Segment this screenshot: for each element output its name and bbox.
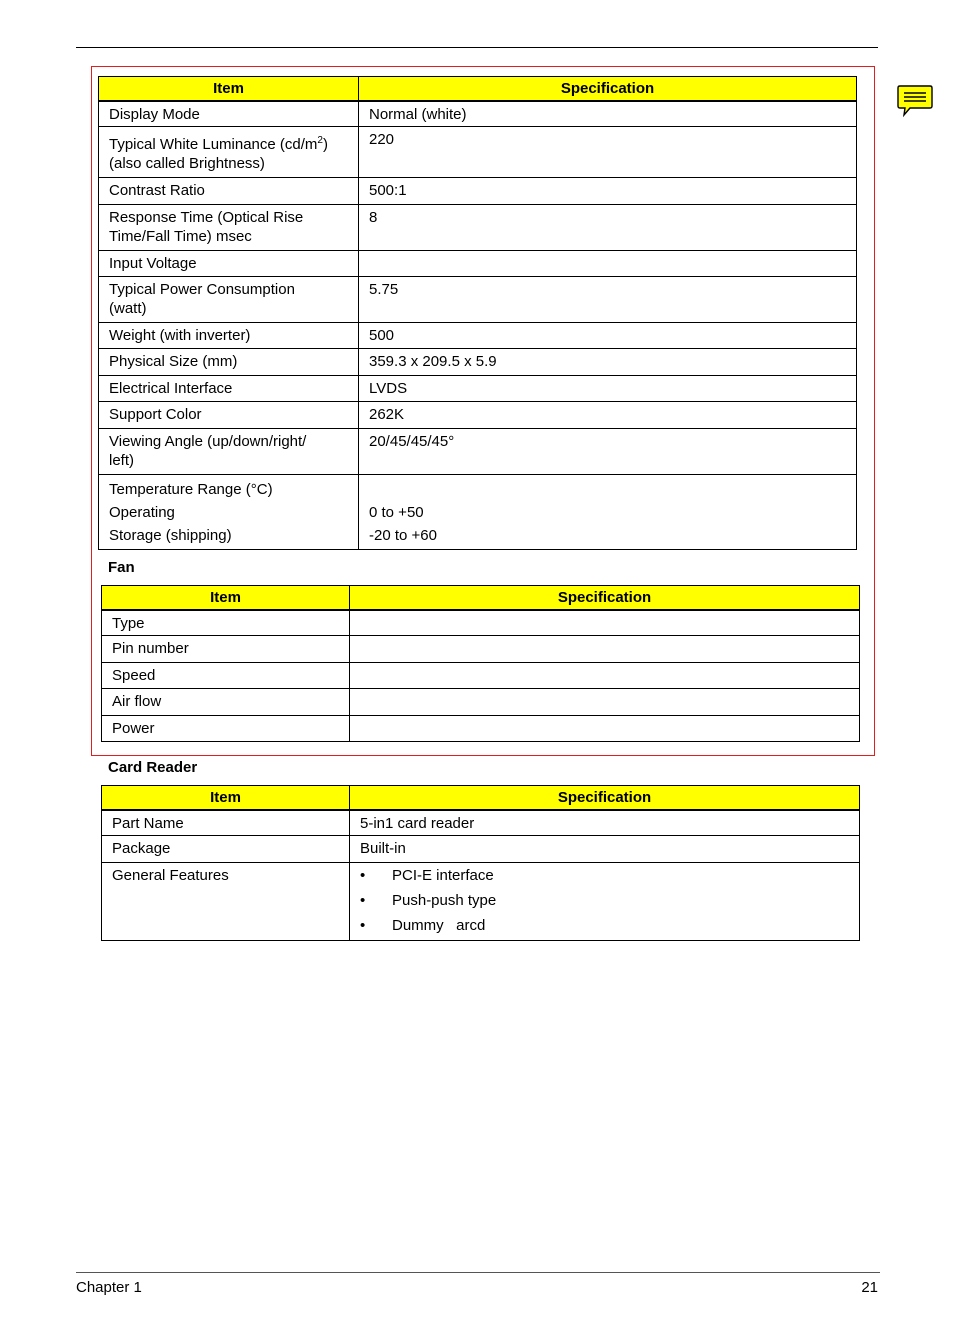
header-specification: Specification (350, 586, 860, 610)
table-row (99, 402, 857, 429)
spec-cell: 220 (359, 127, 857, 178)
item-cell: Package (102, 836, 350, 863)
table-row (102, 836, 860, 863)
table-row (102, 689, 860, 716)
spec-cell (350, 716, 860, 742)
item-text: Viewing Angle (up/down/right/ (109, 433, 307, 450)
item-text-line2: (watt) (109, 300, 147, 317)
item-cell: Input Voltage (99, 251, 359, 277)
spec-cell: 359.3 x 209.5 x 5.9 (359, 349, 857, 376)
item-cell (99, 277, 359, 323)
spec-cell: 8 (359, 205, 857, 251)
spec-text-line3: -20 to +60 (369, 527, 437, 544)
card-reader-section-title: Card Reader (108, 759, 198, 776)
bullet: • (360, 892, 366, 909)
item-cell (99, 127, 359, 178)
table-row (99, 127, 857, 178)
item-cell (99, 429, 359, 475)
comment-icon[interactable] (896, 84, 934, 118)
list-item (360, 888, 849, 913)
item-text: Response Time (Optical Rise (109, 209, 304, 226)
spec-cell (350, 610, 860, 636)
table-header-row (102, 586, 860, 610)
header-item: Item (102, 586, 350, 610)
fan-spec-table (101, 585, 860, 742)
item-text: Typical White Luminance (cd/m (109, 136, 318, 153)
fan-section-title: Fan (108, 559, 135, 576)
spec-cell: 20/45/45/45° (359, 429, 857, 475)
spec-cell: 5-in1 card reader (350, 810, 860, 836)
spec-cell: Built-in (350, 836, 860, 863)
header-item: Item (102, 786, 350, 810)
item-cell (99, 205, 359, 251)
item-cell (99, 475, 359, 550)
table-row (102, 716, 860, 742)
features-list (360, 863, 849, 938)
spec-cell: 5.75 (359, 277, 857, 323)
item-cell: Pin number (102, 636, 350, 663)
table-row (99, 376, 857, 402)
item-cell: Weight (with inverter) (99, 323, 359, 349)
list-item (360, 913, 849, 938)
item-cell: Air flow (102, 689, 350, 716)
superscript: 2 (317, 135, 323, 146)
lcd-spec-table (98, 76, 857, 550)
item-cell: General Features (102, 863, 350, 941)
item-cell: Electrical Interface (99, 376, 359, 402)
footer-chapter: Chapter 1 (76, 1279, 142, 1296)
footer-page-number: 21 (861, 1279, 878, 1296)
feature-text: Push-push type (392, 892, 497, 909)
spec-cell: Normal (white) (359, 101, 857, 127)
table-header-row (102, 786, 860, 810)
item-text-line2: Time/Fall Time) msec (109, 228, 252, 245)
spec-cell (359, 251, 857, 277)
spec-cell: LVDS (359, 376, 857, 402)
item-cell: Power (102, 716, 350, 742)
list-item (360, 863, 849, 888)
table-row (102, 610, 860, 636)
feature-text: PCI-E interface (392, 867, 494, 884)
bullet: • (360, 917, 366, 934)
table-row (99, 178, 857, 205)
item-text-line3: Storage (shipping) (109, 527, 232, 544)
spec-cell (350, 663, 860, 689)
spec-cell (350, 863, 860, 941)
bullet: • (360, 867, 366, 884)
spec-text-line2: 0 to +50 (369, 504, 424, 521)
item-text: Temperature Range (°C) (109, 481, 273, 498)
header-specification: Specification (350, 786, 860, 810)
spec-cell (350, 689, 860, 716)
table-row (102, 636, 860, 663)
table-row (102, 810, 860, 836)
spec-cell: 500:1 (359, 178, 857, 205)
table-row (99, 429, 857, 475)
table-row (99, 101, 857, 127)
card-reader-spec-table (101, 785, 860, 941)
top-rule (76, 47, 878, 48)
item-cell: Type (102, 610, 350, 636)
table-row (99, 251, 857, 277)
table-row (99, 475, 857, 550)
item-text: Typical Power Consumption (109, 281, 295, 298)
spec-cell (350, 636, 860, 663)
item-text-line2: left) (109, 452, 135, 469)
bottom-rule (76, 1272, 880, 1273)
feature-text: Dummy arcd (392, 917, 486, 934)
header-item: Item (99, 77, 359, 101)
table-row (102, 863, 860, 941)
item-text-line2: Operating (109, 504, 175, 521)
item-cell: Part Name (102, 810, 350, 836)
item-cell: Contrast Ratio (99, 178, 359, 205)
spec-cell (359, 475, 857, 550)
item-cell: Display Mode (99, 101, 359, 127)
spec-cell: 500 (359, 323, 857, 349)
item-cell: Support Color (99, 402, 359, 429)
header-specification: Specification (359, 77, 857, 101)
item-text: ) (322, 136, 328, 153)
table-header-row (99, 77, 857, 101)
table-row (99, 323, 857, 349)
table-row (99, 277, 857, 323)
spec-cell: 262K (359, 402, 857, 429)
table-row (99, 205, 857, 251)
table-row (99, 349, 857, 376)
item-cell: Speed (102, 663, 350, 689)
item-text-line2: (also called Brightness) (109, 155, 265, 172)
item-cell: Physical Size (mm) (99, 349, 359, 376)
table-row (102, 663, 860, 689)
